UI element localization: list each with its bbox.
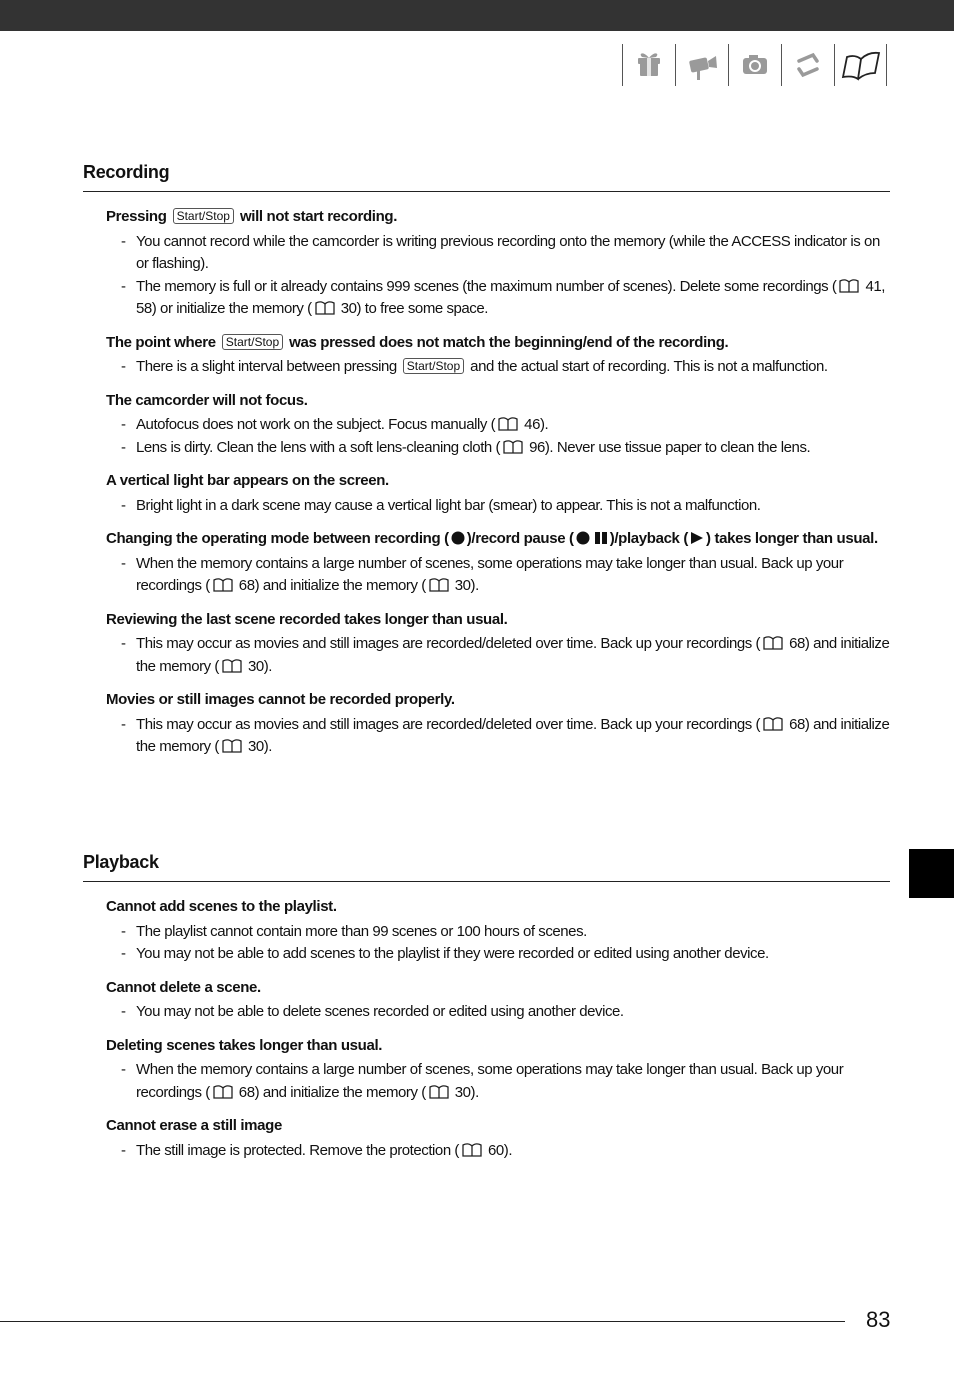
list-item: - There is a slight interval between pressing Start/Stop and the actual start of recording. This is not a malfunction. [121, 358, 828, 375]
footer-divider [0, 1321, 845, 1322]
book-icon [498, 417, 518, 431]
section-divider [83, 881, 890, 882]
answer-list [106, 1059, 890, 1104]
list-item: - This may occur as movies and still images are recorded/deleted over time. Back up your recordings ( 68) and initialize the memory ( 30). [121, 715, 890, 755]
transfer-icon[interactable] [781, 44, 834, 86]
record-icon [451, 531, 465, 545]
book-icon [462, 1143, 482, 1157]
list-item: - When the memory contains a large number of scenes, some operations may take longer than usual. Back up your recordings ( 68) and initialize the memory ( 30). [121, 554, 844, 594]
book-icon [429, 578, 449, 592]
question: A vertical light bar appears on the screen. [106, 472, 389, 489]
book-icon [763, 717, 783, 731]
book-icon [315, 301, 335, 315]
list-item: - The playlist cannot contain more than 99 scenes or 100 hours of scenes. [121, 922, 587, 940]
question: Cannot erase a still image [106, 1117, 282, 1134]
list-item: - Lens is dirty. Clean the lens with a soft lens-cleaning cloth ( 96). Never use tissue paper to clean the lens. [121, 438, 811, 456]
list-item: - The still image is protected. Remove the protection ( 60). [121, 1141, 513, 1159]
list-item: - You cannot record while the camcorder is writing previous recording onto the memory (while the ACCESS indicator is on or flashing). [121, 232, 880, 272]
answer-list [106, 1001, 890, 1024]
answer-list [106, 553, 890, 598]
answer-list [106, 356, 890, 379]
question: Changing the operating mode between recording ( )/record pause ( )/playback ( ) takes longer than usual. [106, 530, 878, 547]
question: The camcorder will not focus. [106, 391, 308, 409]
playback-section [106, 896, 890, 1162]
answer-list [106, 414, 890, 459]
list-item: - When the memory contains a large number of scenes, some operations may take longer than usual. Back up your recordings ( 68) and initialize the memory ( 30). [121, 1061, 844, 1101]
answer-list [106, 1140, 890, 1163]
record-icon [576, 531, 590, 545]
answer-list [106, 633, 890, 678]
book-icon [222, 659, 242, 673]
page-number: 83 [866, 1307, 891, 1332]
section-title-recording: Recording [83, 162, 170, 182]
list-item: - The memory is full or it already contains 999 scenes (the maximum number of scenes). Delete some recordings ( 41, 58) or initialize the memory ( 30) to free some space. [121, 277, 885, 317]
start-stop-button-label: Start/Stop [222, 334, 283, 350]
chapter-nav-icons [622, 44, 887, 86]
video-camera-icon[interactable] [675, 44, 728, 86]
list-item: - Bright light in a dark scene may cause a vertical light bar (smear) to appear. This is not a malfunction. [121, 496, 761, 514]
question: Movies or still images cannot be recorded properly. [106, 691, 455, 708]
question: Cannot add scenes to the playlist. [106, 898, 337, 915]
play-icon [690, 531, 704, 545]
list-item: - You may not be able to delete scenes recorded or edited using another device. [121, 1003, 624, 1020]
book-icon[interactable] [834, 44, 887, 86]
question: The point where Start/Stop was pressed does not match the beginning/end of the recording. [106, 333, 729, 351]
camera-icon[interactable] [728, 44, 781, 86]
answer-list [106, 231, 890, 321]
question: Deleting scenes takes longer than usual. [106, 1036, 383, 1054]
answer-list [106, 921, 890, 966]
answer-list [106, 714, 890, 759]
list-item: - This may occur as movies and still images are recorded/deleted over time. Back up your recordings ( 68) and initialize the memory ( 30). [121, 635, 890, 675]
book-icon [429, 1085, 449, 1099]
question: Pressing Start/Stop will not start recording. [106, 208, 398, 225]
book-icon [222, 739, 242, 753]
start-stop-button-label: Start/Stop [173, 208, 234, 224]
section-title-playback: Playback [83, 852, 159, 872]
answer-list [106, 495, 890, 518]
book-icon [763, 636, 783, 650]
start-stop-button-label: Start/Stop [403, 358, 464, 374]
list-item: - You may not be able to add scenes to the playlist if they were recorded or edited using another device. [121, 945, 769, 962]
question: Reviewing the last scene recorded takes longer than usual. [106, 610, 508, 628]
top-bar [0, 0, 954, 31]
chapter-tab [909, 849, 954, 898]
section-divider [83, 191, 890, 192]
book-icon [839, 279, 859, 293]
recording-section [106, 206, 890, 759]
question: Cannot delete a scene. [106, 978, 261, 996]
pause-icon [594, 531, 608, 545]
list-item: - Autofocus does not work on the subject. Focus manually ( 46). [121, 416, 549, 433]
gift-box-icon[interactable] [622, 44, 675, 86]
book-icon [213, 1085, 233, 1099]
book-icon [503, 440, 523, 454]
book-icon [213, 578, 233, 592]
